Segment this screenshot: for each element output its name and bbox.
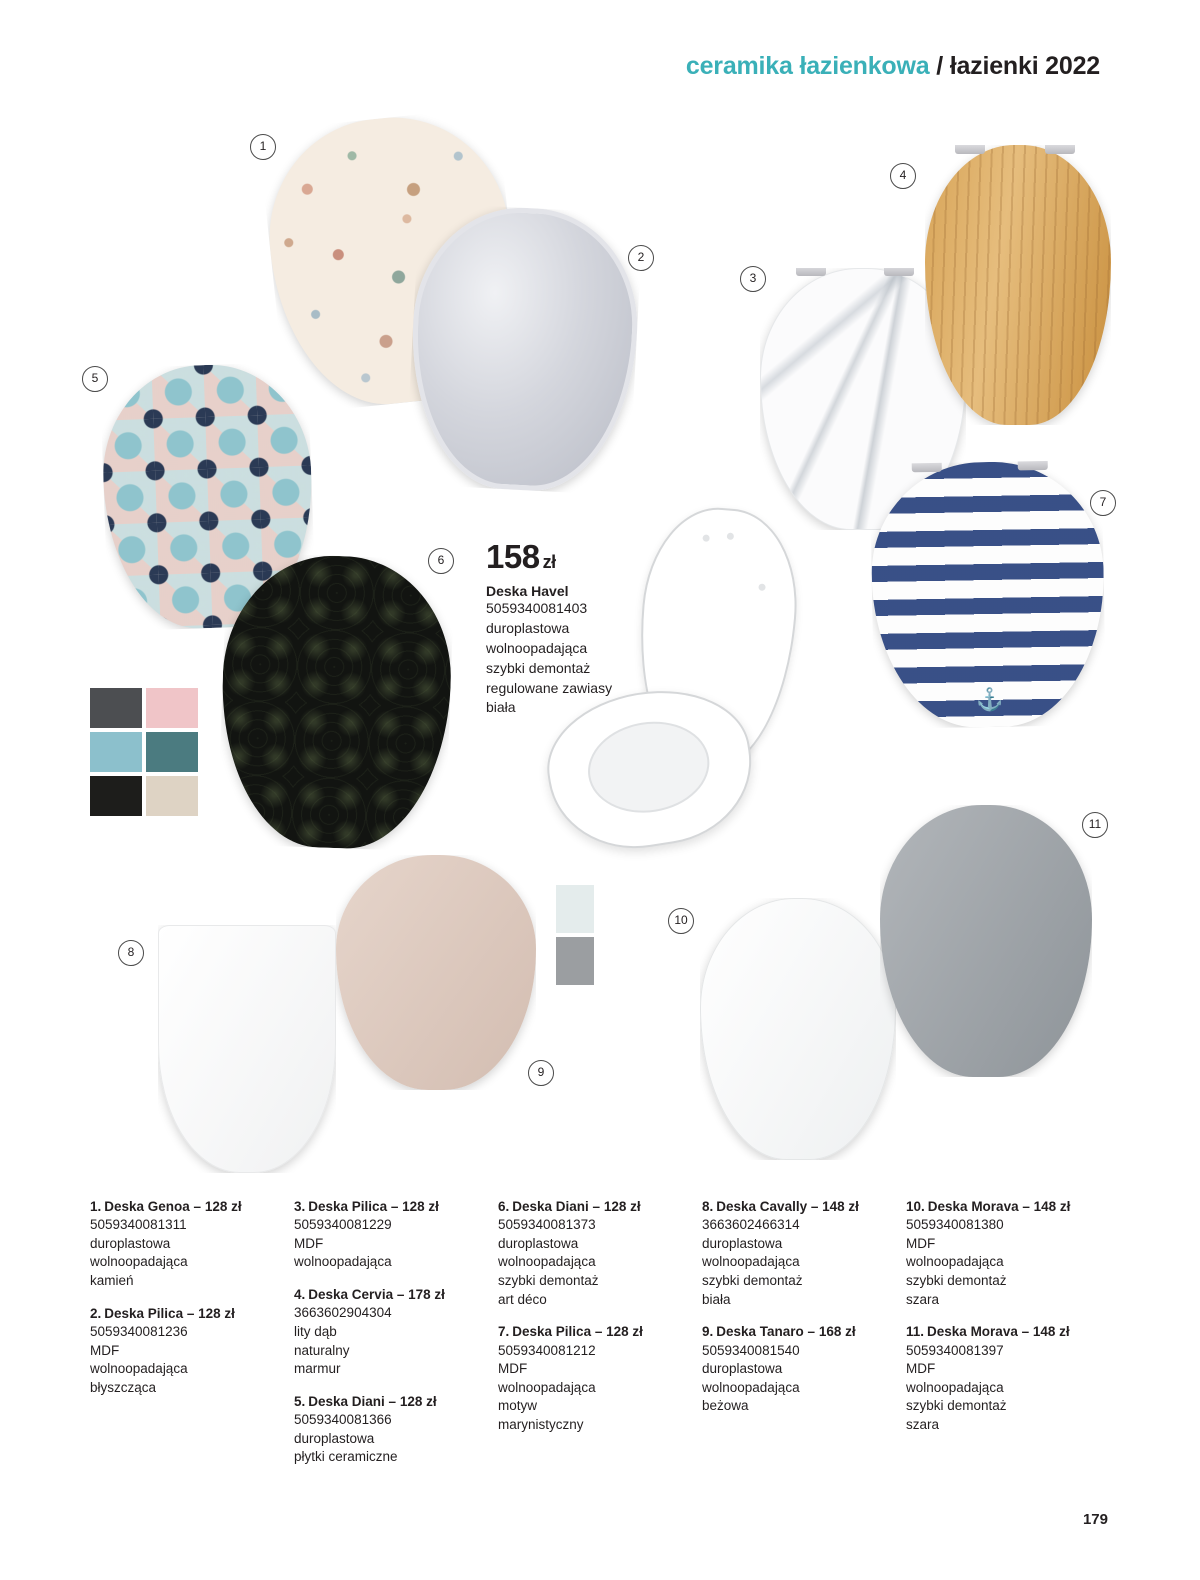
hinge-icon — [1045, 145, 1075, 154]
seat-body — [217, 552, 455, 852]
legend-name-price: Deska Pilica – 128 zł — [512, 1324, 643, 1340]
legend-name-price: Deska Genoa – 128 zł — [104, 1199, 242, 1214]
legend-index: 5. — [294, 1393, 306, 1409]
legend-detail: wolnoopadająca — [906, 1254, 1004, 1270]
hinge-icon — [884, 268, 914, 276]
legend-item — [294, 1286, 484, 1379]
callout-5: 5 — [82, 366, 108, 392]
featured-product-code: 5059340081403 — [486, 600, 588, 616]
legend-detail: marynistyczny — [498, 1417, 584, 1433]
legend-detail: art déco — [498, 1291, 547, 1307]
product-legend — [90, 1198, 1110, 1481]
product-image-tanaro — [336, 855, 536, 1090]
legend-detail: motyw — [498, 1398, 538, 1414]
legend-title — [498, 1198, 688, 1216]
color-swatch[interactable] — [556, 937, 594, 985]
legend-title — [906, 1323, 1096, 1341]
hinge-icon — [796, 268, 826, 276]
legend-column — [498, 1198, 702, 1481]
header-issue: łazienki 2022 — [949, 52, 1100, 80]
legend-detail: lity dąb — [294, 1323, 337, 1339]
legend-detail: wolnoopadająca — [702, 1254, 800, 1270]
legend-column — [906, 1198, 1110, 1481]
legend-detail: MDF — [294, 1235, 324, 1251]
legend-detail: naturalny — [294, 1342, 350, 1358]
legend-item — [90, 1305, 280, 1398]
callout-1: 1 — [250, 134, 276, 160]
bumper-icon — [702, 534, 710, 542]
legend-detail: wolnoopadająca — [294, 1254, 392, 1270]
legend-title — [498, 1323, 688, 1341]
callout-8: 8 — [118, 940, 144, 966]
legend-detail: wolnoopadająca — [498, 1379, 596, 1395]
color-swatch[interactable] — [90, 776, 142, 816]
product-image-morava-grey — [880, 805, 1092, 1077]
legend-title — [702, 1198, 892, 1216]
seat-body — [405, 202, 643, 495]
legend-item — [498, 1198, 688, 1309]
page-number: 179 — [1082, 1511, 1108, 1528]
legend-item — [498, 1323, 688, 1434]
legend-index: 7. — [498, 1324, 510, 1340]
product-image-diani-artdeco — [217, 552, 455, 852]
color-swatch[interactable] — [146, 776, 198, 816]
featured-feature-1: duroplastowa — [486, 619, 570, 636]
seat-body — [700, 898, 896, 1160]
legend-detail: marmur — [294, 1361, 341, 1377]
product-image-morava-white — [700, 898, 896, 1160]
callout-7: 7 — [1090, 490, 1116, 516]
featured-product-name: Deska Havel — [486, 583, 569, 599]
legend-title — [702, 1323, 892, 1341]
legend-index: 4. — [294, 1287, 306, 1303]
legend-detail: wolnoopadająca — [498, 1254, 596, 1270]
legend-detail: szara — [906, 1291, 940, 1307]
legend-detail: biała — [702, 1291, 731, 1307]
legend-code: 5059340081236 — [90, 1323, 188, 1339]
legend-title — [90, 1198, 280, 1216]
legend-detail: duroplastowa — [702, 1235, 783, 1251]
legend-code: 3663602904304 — [294, 1305, 392, 1321]
legend-detail: MDF — [906, 1361, 936, 1377]
color-swatch[interactable] — [146, 732, 198, 772]
legend-detail: duroplastowa — [702, 1361, 783, 1377]
color-swatches-left — [90, 688, 198, 816]
legend-detail: szybki demontaż — [498, 1273, 599, 1289]
callout-3: 3 — [740, 266, 766, 292]
legend-code: 3663602466314 — [702, 1217, 800, 1233]
hinge-icon — [955, 145, 985, 154]
legend-detail: błyszcząca — [90, 1379, 157, 1395]
color-swatch[interactable] — [146, 688, 198, 728]
legend-code: 5059340081212 — [498, 1342, 596, 1358]
featured-price-currency: zł — [542, 552, 556, 572]
product-image-cavally — [158, 925, 336, 1173]
featured-feature-5: biała — [486, 699, 516, 716]
featured-feature-2: wolnoopadająca — [486, 639, 588, 656]
bumper-icon — [727, 532, 735, 540]
legend-index: 2. — [90, 1305, 102, 1321]
legend-name-price: Deska Morava – 148 zł — [927, 1199, 1071, 1214]
legend-item — [702, 1198, 892, 1309]
legend-index: 8. — [702, 1199, 714, 1214]
color-swatches-mid — [556, 885, 594, 985]
legend-index: 11. — [906, 1324, 925, 1340]
legend-item — [294, 1198, 484, 1272]
legend-code: 5059340081373 — [498, 1217, 596, 1233]
header-separator: / — [936, 52, 943, 80]
legend-detail: wolnoopadająca — [90, 1254, 188, 1270]
legend-detail: szybki demontaż — [702, 1273, 803, 1289]
legend-code: 5059340081397 — [906, 1342, 1004, 1358]
legend-title — [294, 1198, 484, 1216]
legend-item — [294, 1393, 484, 1467]
legend-index: 10. — [906, 1199, 925, 1214]
legend-code: 5059340081380 — [906, 1217, 1004, 1233]
legend-name-price: Deska Diani – 128 zł — [512, 1199, 641, 1214]
featured-price-value: 158 — [486, 538, 540, 575]
legend-detail: duroplastowa — [498, 1235, 579, 1251]
product-image-pilica-marine — [870, 460, 1107, 729]
legend-detail: wolnoopadająca — [906, 1379, 1004, 1395]
legend-detail: MDF — [498, 1361, 528, 1377]
callout-4: 4 — [890, 163, 916, 189]
legend-item — [906, 1198, 1096, 1309]
legend-code: 5059340081366 — [294, 1412, 392, 1428]
legend-name-price: Deska Pilica – 128 zł — [104, 1305, 235, 1321]
color-swatch[interactable] — [556, 885, 594, 933]
featured-feature-4: regulowane zawiasy — [486, 679, 613, 696]
legend-detail: płytki ceramiczne — [294, 1449, 398, 1465]
page-header — [686, 52, 1100, 81]
featured-feature-3: szybki demontaż — [486, 659, 591, 676]
callout-11: 11 — [1082, 812, 1108, 838]
featured-product-info — [486, 540, 666, 718]
callout-2: 2 — [628, 245, 654, 271]
legend-detail: szara — [906, 1417, 940, 1433]
legend-detail: duroplastowa — [294, 1430, 375, 1446]
legend-index: 3. — [294, 1199, 306, 1214]
hinge-icon — [1018, 460, 1048, 470]
legend-name-price: Deska Morava – 148 zł — [927, 1324, 1070, 1340]
legend-title — [906, 1198, 1096, 1216]
legend-index: 9. — [702, 1324, 714, 1340]
legend-item — [90, 1198, 280, 1291]
legend-item — [702, 1323, 892, 1416]
callout-10: 10 — [668, 908, 694, 934]
seat-body — [158, 925, 336, 1173]
legend-title — [294, 1393, 484, 1411]
header-category: ceramika łazienkowa — [685, 52, 930, 80]
legend-name-price: Deska Pilica – 128 zł — [308, 1199, 439, 1214]
legend-detail: wolnoopadająca — [702, 1379, 800, 1395]
legend-detail: duroplastowa — [90, 1235, 171, 1251]
legend-name-price: Deska Cavally – 148 zł — [716, 1199, 859, 1214]
seat-body — [880, 805, 1092, 1077]
product-image-pilica-glossy — [405, 202, 643, 495]
legend-index: 6. — [498, 1199, 510, 1214]
legend-title — [90, 1305, 280, 1323]
legend-code: 5059340081229 — [294, 1217, 392, 1233]
legend-code: 5059340081540 — [702, 1342, 800, 1358]
legend-detail: szybki demontaż — [906, 1398, 1007, 1414]
callout-9: 9 — [528, 1060, 554, 1086]
callout-6: 6 — [428, 548, 454, 574]
legend-column — [294, 1198, 498, 1481]
legend-detail: wolnoopadająca — [90, 1361, 188, 1377]
color-swatch[interactable] — [90, 732, 142, 772]
product-image-cervia-oak — [925, 145, 1111, 425]
legend-item — [906, 1323, 1096, 1434]
legend-column — [90, 1198, 294, 1481]
legend-name-price: Deska Cervia – 178 zł — [308, 1287, 445, 1303]
bumper-icon — [758, 583, 766, 591]
legend-name-price: Deska Diani – 128 zł — [308, 1393, 437, 1409]
legend-detail: kamień — [90, 1273, 134, 1289]
featured-price — [486, 540, 666, 573]
legend-detail: MDF — [90, 1342, 120, 1358]
legend-title — [294, 1286, 484, 1304]
legend-column — [702, 1198, 906, 1481]
legend-code: 5059340081311 — [90, 1217, 187, 1233]
anchor-icon: ⚓ — [975, 686, 1004, 713]
legend-index: 1. — [90, 1199, 102, 1214]
legend-detail: MDF — [906, 1235, 936, 1251]
legend-detail: szybki demontaż — [906, 1273, 1007, 1289]
seat-body — [925, 145, 1111, 425]
color-swatch[interactable] — [90, 688, 142, 728]
legend-name-price: Deska Tanaro – 168 zł — [716, 1324, 856, 1340]
seat-body — [336, 855, 536, 1090]
legend-detail: beżowa — [702, 1398, 749, 1414]
